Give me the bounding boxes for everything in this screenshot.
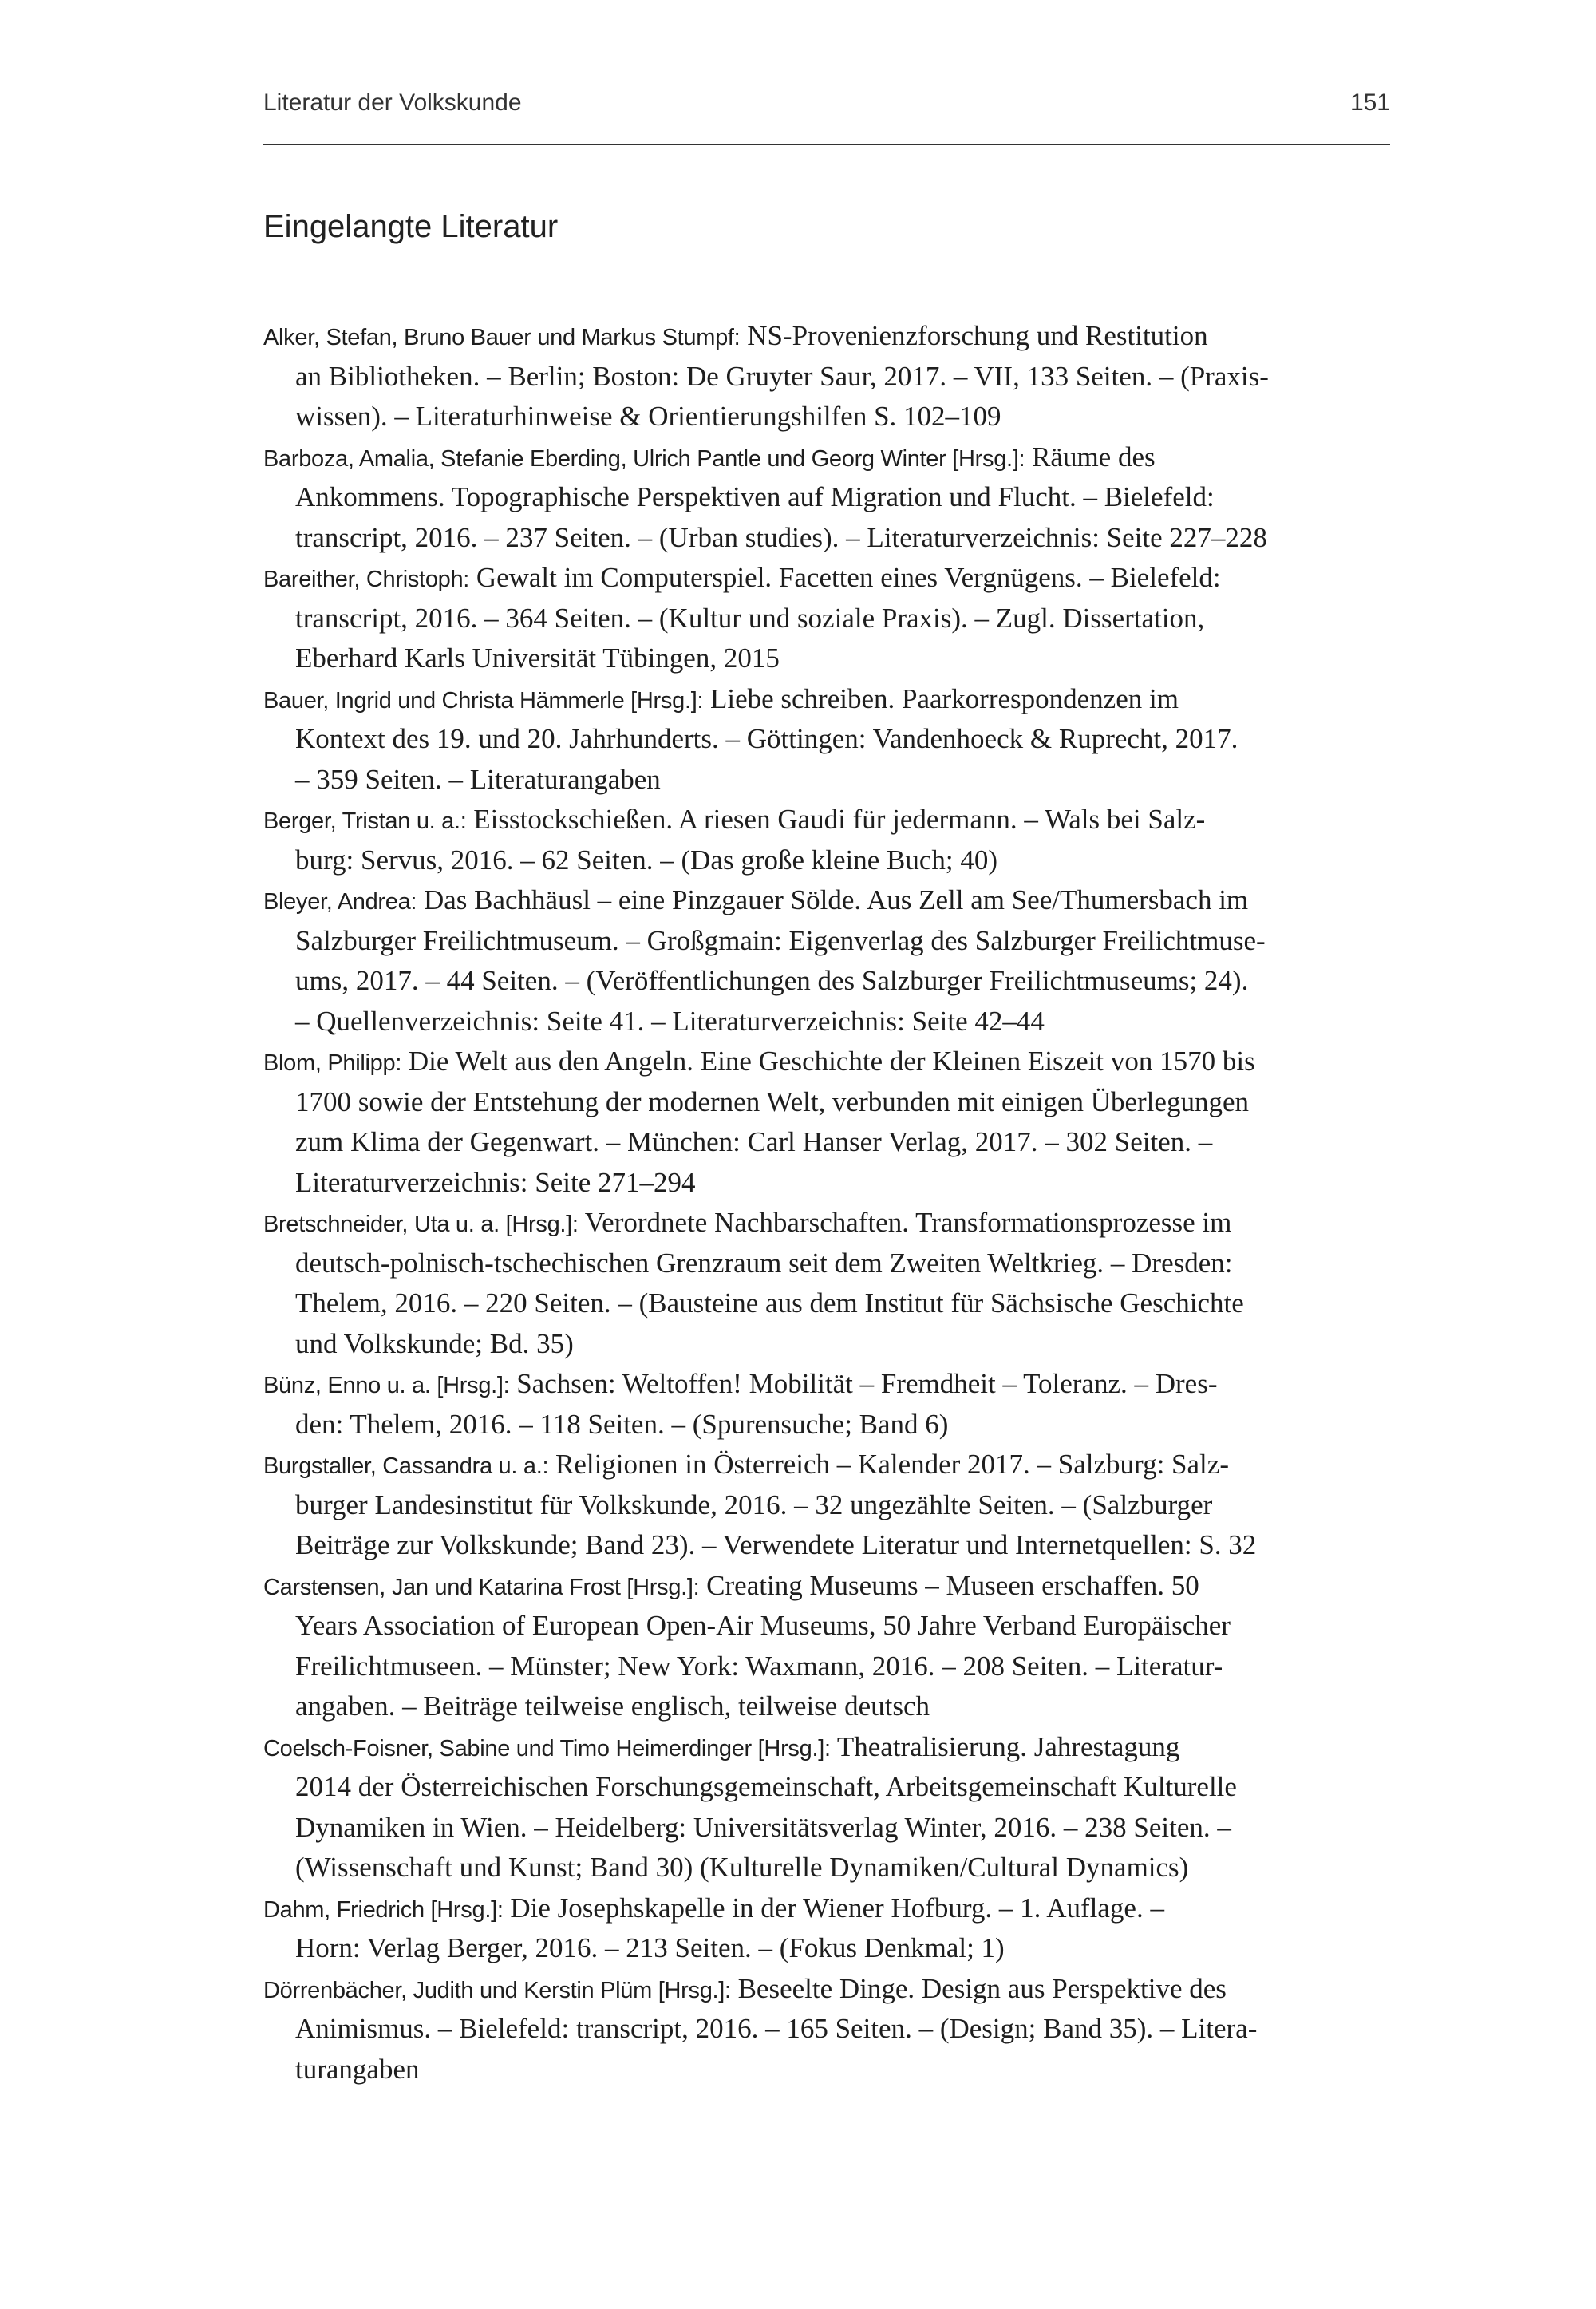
entry-line <box>263 518 1392 559</box>
bibliography-entry <box>263 1969 1392 2090</box>
entry-text: und Volkskunde; Bd. 35) <box>295 1327 574 1359</box>
entry-text: Eberhard Karls Universität Tübingen, 2015 <box>295 642 780 674</box>
entry-text: Literaturverzeichnis: Seite 271–294 <box>295 1166 696 1198</box>
entry-text: Thelem, 2016. – 220 Seiten. – (Bausteine aus dem Institut für Sächsische Geschichte <box>295 1287 1244 1319</box>
bibliography-entry <box>263 558 1392 679</box>
bibliography-entry <box>263 1727 1392 1888</box>
entry-text: an Bibliotheken. – Berlin; Boston: De Gruyter Saur, 2017. – VII, 133 Seiten. – (Praxis- <box>295 360 1269 392</box>
entry-text: turangaben <box>295 2053 420 2085</box>
bibliography-list <box>263 316 1392 2090</box>
entry-text: Salzburger Freilichtmuseum. – Großgmain: Eigenverlag des Salzburger Freilichtmuse- <box>295 924 1266 956</box>
entry-author: Bauer, Ingrid und Christa Hämmerle [Hrsg.]: <box>263 687 704 714</box>
entry-line <box>263 558 1392 599</box>
entry-line <box>263 1767 1392 1808</box>
entry-text: zum Klima der Gegenwart. – München: Carl Hanser Verlag, 2017. – 302 Seiten. – <box>295 1126 1213 1157</box>
entry-text: Eisstockschießen. A riesen Gaudi für jedermann. – Wals bei Salz- <box>466 804 1206 835</box>
running-head: Literatur der Volkskunde <box>263 89 522 116</box>
entry-line <box>263 357 1392 397</box>
entry-text: Ankommens. Topographische Perspektiven auf Migration und Flucht. – Bielefeld: <box>295 481 1215 512</box>
entry-text: Die Josephskapelle in der Wiener Hofburg. – 1. Auflage. – <box>503 1892 1164 1924</box>
section-title: Eingelangte Literatur <box>263 209 559 244</box>
entry-line <box>263 1364 1392 1405</box>
bibliography-entry <box>263 316 1392 437</box>
entry-line <box>263 1122 1392 1163</box>
bibliography-entry <box>263 437 1392 559</box>
bibliography-entry <box>263 880 1392 1042</box>
entry-text: NS-Provenienzforschung und Restitution <box>740 320 1208 351</box>
entry-line <box>263 800 1392 840</box>
entry-text: Das Bachhäusl – eine Pinzgauer Sölde. Aus Zell am See/Thumersbach im <box>417 884 1249 915</box>
entry-text: transcript, 2016. – 364 Seiten. – (Kultur und soziale Praxis). – Zugl. Dissertation, <box>295 602 1205 634</box>
entry-text: – 359 Seiten. – Literaturangaben <box>295 763 661 795</box>
entry-text: Liebe schreiben. Paarkorrespondenzen im <box>703 682 1179 714</box>
entry-text: 1700 sowie der Entstehung der modernen Welt, verbunden mit einigen Überlegungen <box>295 1085 1249 1117</box>
entry-line <box>263 1203 1392 1243</box>
entry-author: Burgstaller, Cassandra u. a.: <box>263 1453 549 1479</box>
entry-line <box>263 316 1392 357</box>
entry-text: 2014 der Österreichischen Forschungsgemeinschaft, Arbeitsgemeinschaft Kulturelle <box>295 1771 1237 1802</box>
entry-author: Blom, Philipp: <box>263 1050 402 1076</box>
entry-text: Die Welt aus den Angeln. Eine Geschichte der Kleinen Eiszeit von 1570 bis <box>401 1046 1255 1077</box>
entry-line <box>263 2009 1392 2050</box>
entry-line <box>263 1002 1392 1042</box>
entry-author: Bünz, Enno u. a. [Hrsg.]: <box>263 1373 510 1398</box>
entry-line <box>263 397 1392 437</box>
entry-author: Barboza, Amalia, Stefanie Eberding, Ulrich Pantle und Georg Winter [Hrsg.]: <box>263 445 1025 472</box>
entry-line <box>263 1606 1392 1647</box>
entry-line <box>263 1163 1392 1204</box>
entry-author: Bleyer, Andrea: <box>263 889 417 915</box>
entry-line <box>263 2050 1392 2090</box>
entry-line <box>263 719 1392 760</box>
entry-line <box>263 477 1392 518</box>
entry-line <box>263 1324 1392 1365</box>
entry-text: Kontext des 19. und 20. Jahrhunderts. – Göttingen: Vandenhoeck & Ruprecht, 2017. <box>295 723 1238 754</box>
entry-author: Bareither, Christoph: <box>263 567 470 592</box>
entry-text: burg: Servus, 2016. – 62 Seiten. – (Das große kleine Buch; 40) <box>295 844 998 876</box>
header-rule <box>263 144 1390 145</box>
entry-text: den: Thelem, 2016. – 118 Seiten. – (Spurensuche; Band 6) <box>295 1408 949 1440</box>
entry-text: burger Landesinstitut für Volkskunde, 2016. – 32 ungezählte Seiten. – (Salzburger <box>295 1489 1213 1520</box>
entry-line <box>263 639 1392 679</box>
entry-line <box>263 1566 1392 1607</box>
entry-text: Freilichtmuseen. – Münster; New York: Waxmann, 2016. – 208 Seiten. – Literatur- <box>295 1650 1223 1682</box>
entry-line <box>263 1928 1392 1969</box>
entry-text: Beseelte Dinge. Design aus Perspektive des <box>730 1972 1227 2004</box>
entry-text: Creating Museums – Museen erschaffen. 50 <box>699 1569 1199 1601</box>
entry-line <box>263 1686 1392 1727</box>
entry-line <box>263 1808 1392 1848</box>
entry-text: Dynamiken in Wien. – Heidelberg: Universitätsverlag Winter, 2016. – 238 Seiten. – <box>295 1811 1231 1843</box>
entry-author: Alker, Stefan, Bruno Bauer und Markus Stumpf: <box>263 325 741 350</box>
entry-author: Carstensen, Jan und Katarina Frost [Hrsg.]: <box>263 1574 700 1600</box>
entry-author: Dörrenbächer, Judith und Kerstin Plüm [Hrsg.]: <box>263 1977 731 2003</box>
bibliography-entry <box>263 1364 1392 1445</box>
bibliography-entry <box>263 1566 1392 1727</box>
entry-text: Beiträge zur Volkskunde; Band 23). – Verwendete Literatur und Internetquellen: S. 32 <box>295 1529 1257 1560</box>
entry-line <box>263 961 1392 1002</box>
bibliography-entry <box>263 1888 1392 1969</box>
entry-text: Horn: Verlag Berger, 2016. – 213 Seiten. – (Fokus Denkmal; 1) <box>295 1932 1005 1963</box>
page-number: 151 <box>1349 89 1390 116</box>
entry-line <box>263 1405 1392 1445</box>
entry-line <box>263 760 1392 801</box>
entry-line <box>263 921 1392 962</box>
entry-text: Religionen in Österreich – Kalender 2017. – Salzburg: Salz- <box>548 1449 1229 1480</box>
entry-author: Coelsch-Foisner, Sabine und Timo Heimerdinger [Hrsg.]: <box>263 1735 831 1761</box>
entry-text: – Quellenverzeichnis: Seite 41. – Literaturverzeichnis: Seite 42–44 <box>295 1005 1045 1037</box>
entry-text: transcript, 2016. – 237 Seiten. – (Urban studies). – Literaturverzeichnis: Seite 227–228 <box>295 521 1267 553</box>
entry-line <box>263 437 1392 478</box>
entry-line <box>263 1243 1392 1284</box>
bibliography-entry <box>263 800 1392 880</box>
entry-line <box>263 1485 1392 1526</box>
entry-line <box>263 1647 1392 1687</box>
entry-text: Sachsen: Weltoffen! Mobilität – Fremdheit – Toleranz. – Dres- <box>509 1368 1218 1399</box>
entry-line <box>263 679 1392 720</box>
entry-line <box>263 1969 1392 2010</box>
entry-text: Verordnete Nachbarschaften. Transformationsprozesse im <box>578 1207 1232 1238</box>
entry-line <box>263 1445 1392 1485</box>
entry-line <box>263 1042 1392 1082</box>
entry-text: Years Association of European Open-Air Museums, 50 Jahre Verband Europäischer <box>295 1610 1231 1641</box>
entry-text: ums, 2017. – 44 Seiten. – (Veröffentlichungen des Salzburger Freilichtmuseums; 24). <box>295 965 1249 996</box>
bibliography-entry <box>263 1203 1392 1364</box>
bibliography-entry <box>263 679 1392 801</box>
entry-text: Animismus. – Bielefeld: transcript, 2016. – 165 Seiten. – (Design; Band 35). – Litera- <box>295 2013 1258 2044</box>
entry-line <box>263 840 1392 881</box>
entry-author: Dahm, Friedrich [Hrsg.]: <box>263 1896 504 1923</box>
entry-line <box>263 1283 1392 1324</box>
entry-line <box>263 880 1392 921</box>
bibliography-entry <box>263 1445 1392 1566</box>
entry-text: deutsch-polnisch-tschechischen Grenzraum seit dem Zweiten Weltkrieg. – Dresden: <box>295 1247 1233 1279</box>
entry-author: Bretschneider, Uta u. a. [Hrsg.]: <box>263 1212 579 1237</box>
entry-text: Theatralisierung. Jahrestagung <box>830 1730 1180 1762</box>
entry-line <box>263 1727 1392 1768</box>
entry-line <box>263 1848 1392 1888</box>
entry-line <box>263 1888 1392 1929</box>
bibliography-entry <box>263 1042 1392 1203</box>
entry-text: Gewalt im Computerspiel. Facetten eines Vergnügens. – Bielefeld: <box>469 562 1221 593</box>
entry-text: wissen). – Literaturhinweise & Orientierungshilfen S. 102–109 <box>295 401 1001 432</box>
entry-line <box>263 1082 1392 1123</box>
entry-text: (Wissenschaft und Kunst; Band 30) (Kulturelle Dynamiken/Cultural Dynamics) <box>295 1852 1189 1883</box>
entry-text: angaben. – Beiträge teilweise englisch, teilweise deutsch <box>295 1690 930 1722</box>
entry-text: Räume des <box>1025 441 1156 472</box>
entry-line <box>263 1525 1392 1566</box>
entry-line <box>263 599 1392 639</box>
entry-author: Berger, Tristan u. a.: <box>263 809 467 834</box>
